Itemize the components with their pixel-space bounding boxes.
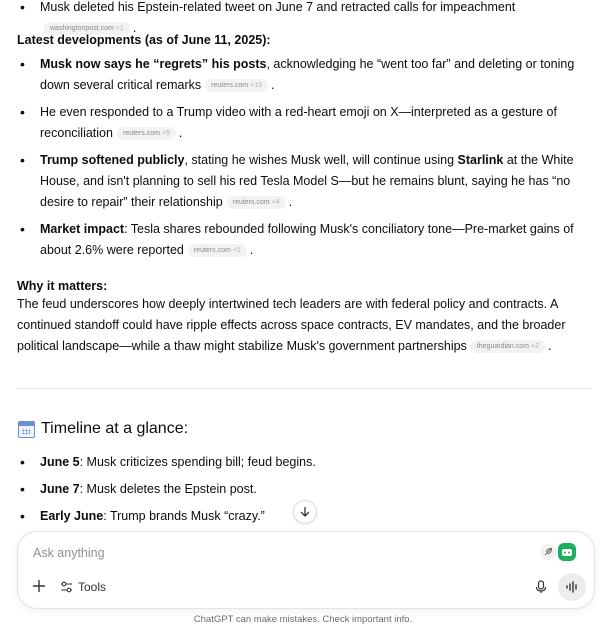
voice-mode-button[interactable] [558, 573, 586, 601]
source-citation-pill[interactable]: washingtonpost.com +1 [44, 22, 130, 35]
timeline-item: • June 7: Musk deletes the Epstein post. [0, 476, 606, 503]
tools-button[interactable]: Tools [60, 580, 106, 594]
tools-sliders-icon [60, 581, 73, 593]
feather-icon[interactable] [540, 544, 556, 560]
voice-waveform-icon [565, 581, 579, 593]
source-citation-pill[interactable]: reuters.com +15 [205, 79, 268, 92]
source-citation-pill[interactable]: reuters.com +5 [117, 127, 176, 140]
plus-icon [32, 579, 46, 593]
list-item: • Musk deleted his Epstein-related tweet on June 7 and retracted calls for impeachmentwashingtonpost.com +1 . [0, 0, 606, 39]
disclaimer-footer: ChatGPT can make mistakes. Check important info. [193, 614, 413, 625]
source-citation-pill[interactable]: reuters.com +4 [227, 196, 286, 209]
list-item: • Musk now says he “regrets” his posts, acknowledging he “went too far” and deleting or toning down several critical remarks reuters.com +15 . [0, 54, 606, 96]
source-citation-pill[interactable]: theguardian.com +2 [471, 340, 545, 353]
microphone-icon [535, 580, 547, 594]
extension-icons [540, 543, 576, 561]
timeline-item: • June 5: Musk criticizes spending bill; feud begins. [0, 449, 606, 476]
divider [17, 388, 592, 389]
why-paragraph: The feud underscores how deeply intertwined tech leaders are with federal policy and contracts. A continued standoff could have ripple effects across space contracts, EV mandates, and the broader political landscape—while a thaw might stabilize Musk's government partnerships theguardian.com +2 . [17, 297, 566, 353]
list-item: • Trump softened publicly, stating he wishes Musk well, will continue using Starlink at the White House, and isn't planning to sell his red Tesla Model S—but he remains blunt, saying he has “no desire to repair” their relationship reuters.com +4 . [0, 150, 606, 213]
scroll-to-bottom-button[interactable] [293, 500, 317, 524]
latest-heading: Latest developments (as of June 11, 2025): [17, 33, 271, 47]
composer [17, 531, 595, 609]
list-item: • Market impact: Tesla shares rebounded following Musk's conciliatory tone—Pre-market gains of about 2.6% were reported reuters.com +1 . [0, 219, 606, 261]
calendar-icon [18, 421, 35, 438]
arrow-down-icon [299, 506, 311, 518]
timeline-heading: Timeline at a glance: [18, 420, 188, 438]
grammar-extension-icon[interactable] [558, 543, 576, 561]
latest-list [0, 54, 606, 261]
list-item: • He even responded to a Trump video with a red-heart emoji on X—interpreted as a gesture of reconciliation reuters.com +5 . [0, 102, 606, 144]
ask-input[interactable]: Ask anything [33, 546, 105, 560]
timeline-item: • Early June: Trump brands Musk “crazy.” [0, 503, 606, 530]
source-citation-pill[interactable]: reuters.com +1 [188, 244, 247, 257]
why-heading: Why it matters: [17, 279, 108, 293]
add-attachment-button[interactable] [32, 578, 46, 596]
dictate-button[interactable] [535, 580, 547, 597]
